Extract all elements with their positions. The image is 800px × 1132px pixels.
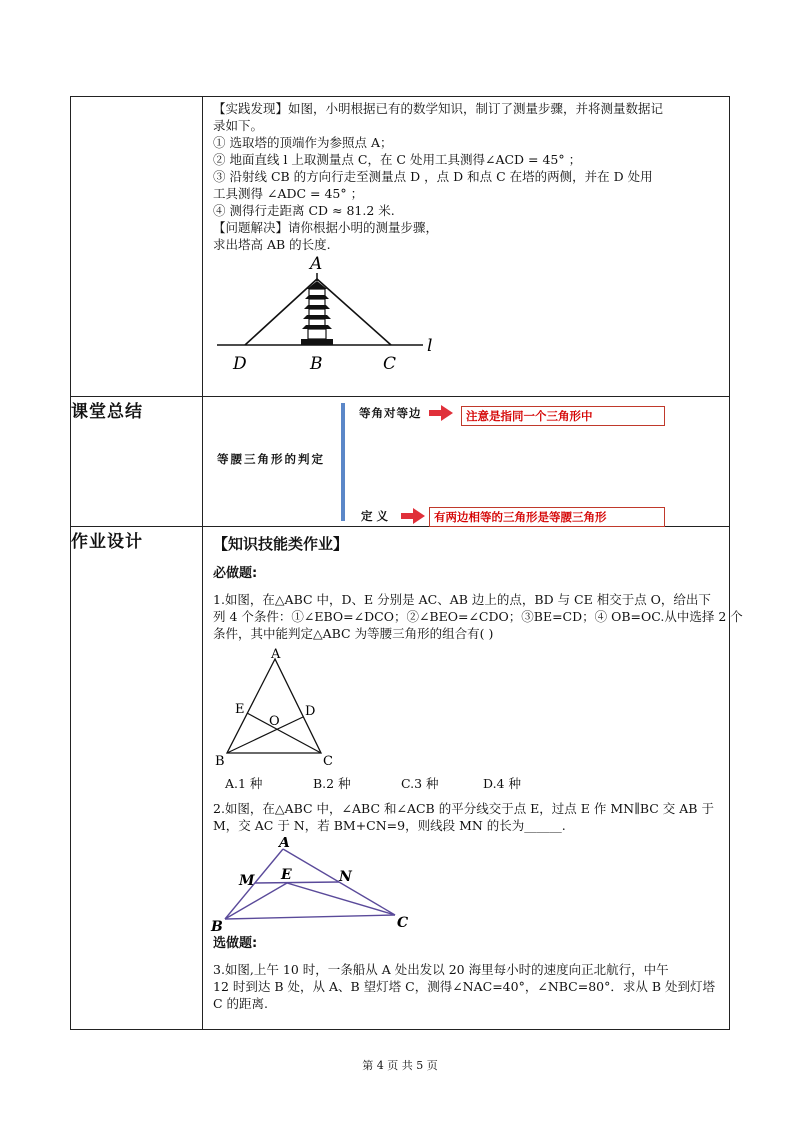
summary-root: 等腰三角形的判定 (217, 452, 325, 466)
q2-line-1: 2.如图，在△ABC 中，∠ABC 和∠ACB 的平分线交于点 E，过点 E 作 MN∥BC 交 AB 于 (213, 801, 714, 816)
pagoda-icon (301, 273, 333, 345)
summary-note-same-triangle: 注意是指同一个三角形中 (461, 406, 665, 426)
q2-label-N: N (339, 869, 352, 885)
practice-line-6: 工具测得 ∠ADC = 45° ； (213, 186, 364, 201)
q1-line-1: 1.如图，在△ABC 中，D、E 分别是 AC、AB 边上的点，BD 与 CE 相交于点 O，给出下 (213, 592, 711, 607)
tower-figure (203, 247, 463, 377)
summary-heading: 课堂总结 (71, 397, 203, 527)
q2-label-B: B (211, 919, 223, 932)
fig-label-B: B (310, 354, 323, 374)
fig-label-C: C (383, 354, 397, 374)
q2-line-2: M，交 AC 于 N，若 BM+CN=9，则线段 MN 的长为______. (213, 818, 566, 833)
q1-label-D: D (305, 704, 316, 719)
row-homework (71, 527, 730, 1030)
q1-option-c: C.3 种 (401, 776, 439, 791)
q1-line-2: 列 4 个条件：①∠EBO=∠DCO；②∠BEO=∠CDO；③BE=CD；④ OB=OC.从中选择 2 个 (213, 609, 743, 624)
q3-line-3: C 的距离. (213, 996, 269, 1011)
page-footer: 第 4 页 共 5 页 (362, 1059, 438, 1072)
homework-heading: 作业设计 (71, 527, 203, 1030)
q2-triangle-figure (203, 837, 433, 932)
q1-label-O: O (269, 714, 280, 729)
q1-line-3: 条件，其中能判定△ABC 为等腰三角形的组合有( ) (213, 626, 494, 641)
q1-label-C: C (323, 754, 333, 769)
summary-content (203, 397, 730, 527)
q2-label-M: M (239, 873, 255, 889)
worksheet-table (70, 96, 743, 1030)
q3-line-1: 3.如图,上午 10 时，一条船从 A 处出发以 20 海里每小时的速度向正北航行，中午 (213, 962, 669, 977)
practice-line-8: 【问题解决】请你根据小明的测量步骤， (213, 220, 439, 235)
practice-line-2: 录如下。 (213, 118, 264, 133)
practice-line-1: 【实践发现】如图，小明根据已有的数学知识，制订了测量步骤，并将测量数据记 (213, 101, 664, 116)
q1-option-d: D.4 种 (483, 776, 521, 791)
q1-triangle-figure (203, 647, 363, 772)
practice-line-3: ① 选取塔的顶端作为参照点 A； (213, 135, 393, 150)
summary-branch-definition: 定 义 (361, 509, 389, 523)
q3-line-2: 12 时到达 B 处，从 A、B 望灯塔 C，测得∠NAC=40°，∠NBC=80°．求从 B 处到灯塔 (213, 979, 715, 994)
homework-section-title: 【知识技能类作业】 (213, 535, 349, 553)
q1-label-E: E (235, 702, 245, 717)
q1-option-a: A.1 种 (225, 776, 263, 791)
practice-line-4: ② 地面直线 l 上取测量点 C，在 C 处用工具测得∠ACD = 45° ； (213, 152, 582, 167)
row-practice (71, 97, 730, 397)
practice-line-9: 求出塔高 AB 的长度. (213, 237, 331, 252)
optional-label: 选做题: (213, 936, 258, 951)
practice-line-7: ④ 测得行走距离 CD ≈ 81.2 米. (213, 203, 395, 218)
summary-branch-equal-angles: 等角对等边 (359, 406, 422, 420)
row-summary (71, 397, 730, 527)
q1-label-A: A (271, 647, 281, 662)
practice-line-5: ③ 沿射线 CB 的方向行走至测量点 D ，点 D 和点 C 在塔的两侧，并在 D 处用 (213, 169, 653, 184)
row-practice-label (71, 97, 203, 397)
fig-label-A: A (310, 254, 323, 274)
required-label: 必做题: (213, 566, 258, 581)
row-practice-content (203, 97, 730, 397)
q1-option-b: B.2 种 (313, 776, 351, 791)
arrow-icon (401, 508, 425, 524)
homework-content (203, 527, 743, 1030)
summary-note-definition: 有两边相等的三角形是等腰三角形 (429, 507, 665, 527)
q2-label-C: C (397, 915, 409, 931)
arrow-icon (429, 405, 453, 421)
q2-label-A: A (279, 837, 290, 851)
fig-label-l: l (427, 336, 433, 356)
q1-label-B: B (215, 754, 225, 769)
fig-label-D: D (233, 354, 247, 374)
q2-label-E: E (281, 867, 292, 883)
